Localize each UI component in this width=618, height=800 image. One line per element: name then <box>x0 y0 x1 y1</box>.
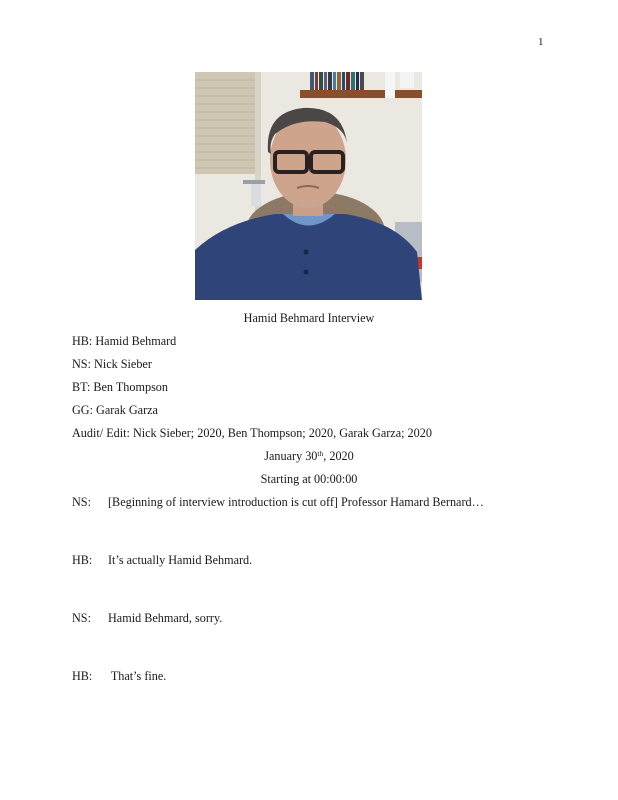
date-year: , 2020 <box>323 449 354 463</box>
interviewee-photo <box>195 72 422 300</box>
participant-bt: BT: Ben Thompson <box>72 380 168 394</box>
utterance-text: That’s fine. <box>108 669 167 683</box>
participant-hb: HB: Hamid Behmard <box>72 334 177 348</box>
date-suffix: th <box>317 449 324 458</box>
speaker-label: NS: <box>72 611 91 625</box>
speaker-label: NS: <box>72 495 91 509</box>
utterance-text: It’s actually Hamid Behmard. <box>108 553 253 567</box>
speaker-label: HB: <box>72 669 93 683</box>
utterance-text: Hamid Behmard, sorry. <box>108 611 223 625</box>
utterance-text: [Beginning of interview introduction is cut off] Professor Hamard Bernard… <box>108 495 484 509</box>
participant-gg: GG: Garak Garza <box>72 403 158 417</box>
participant-ns: NS: Nick Sieber <box>72 357 152 371</box>
speaker-label: HB: <box>72 553 93 567</box>
audit-edit-credits: Audit/ Edit: Nick Sieber; 2020, Ben Thompson; 2020, Garak Garza; 2020 <box>72 426 432 440</box>
date-month-day: January 30 <box>264 449 318 463</box>
page-number: 1 <box>538 36 544 48</box>
interview-date <box>0 448 618 464</box>
start-timestamp: Starting at 00:00:00 <box>260 472 358 486</box>
document-title: Hamid Behmard Interview <box>243 311 375 325</box>
